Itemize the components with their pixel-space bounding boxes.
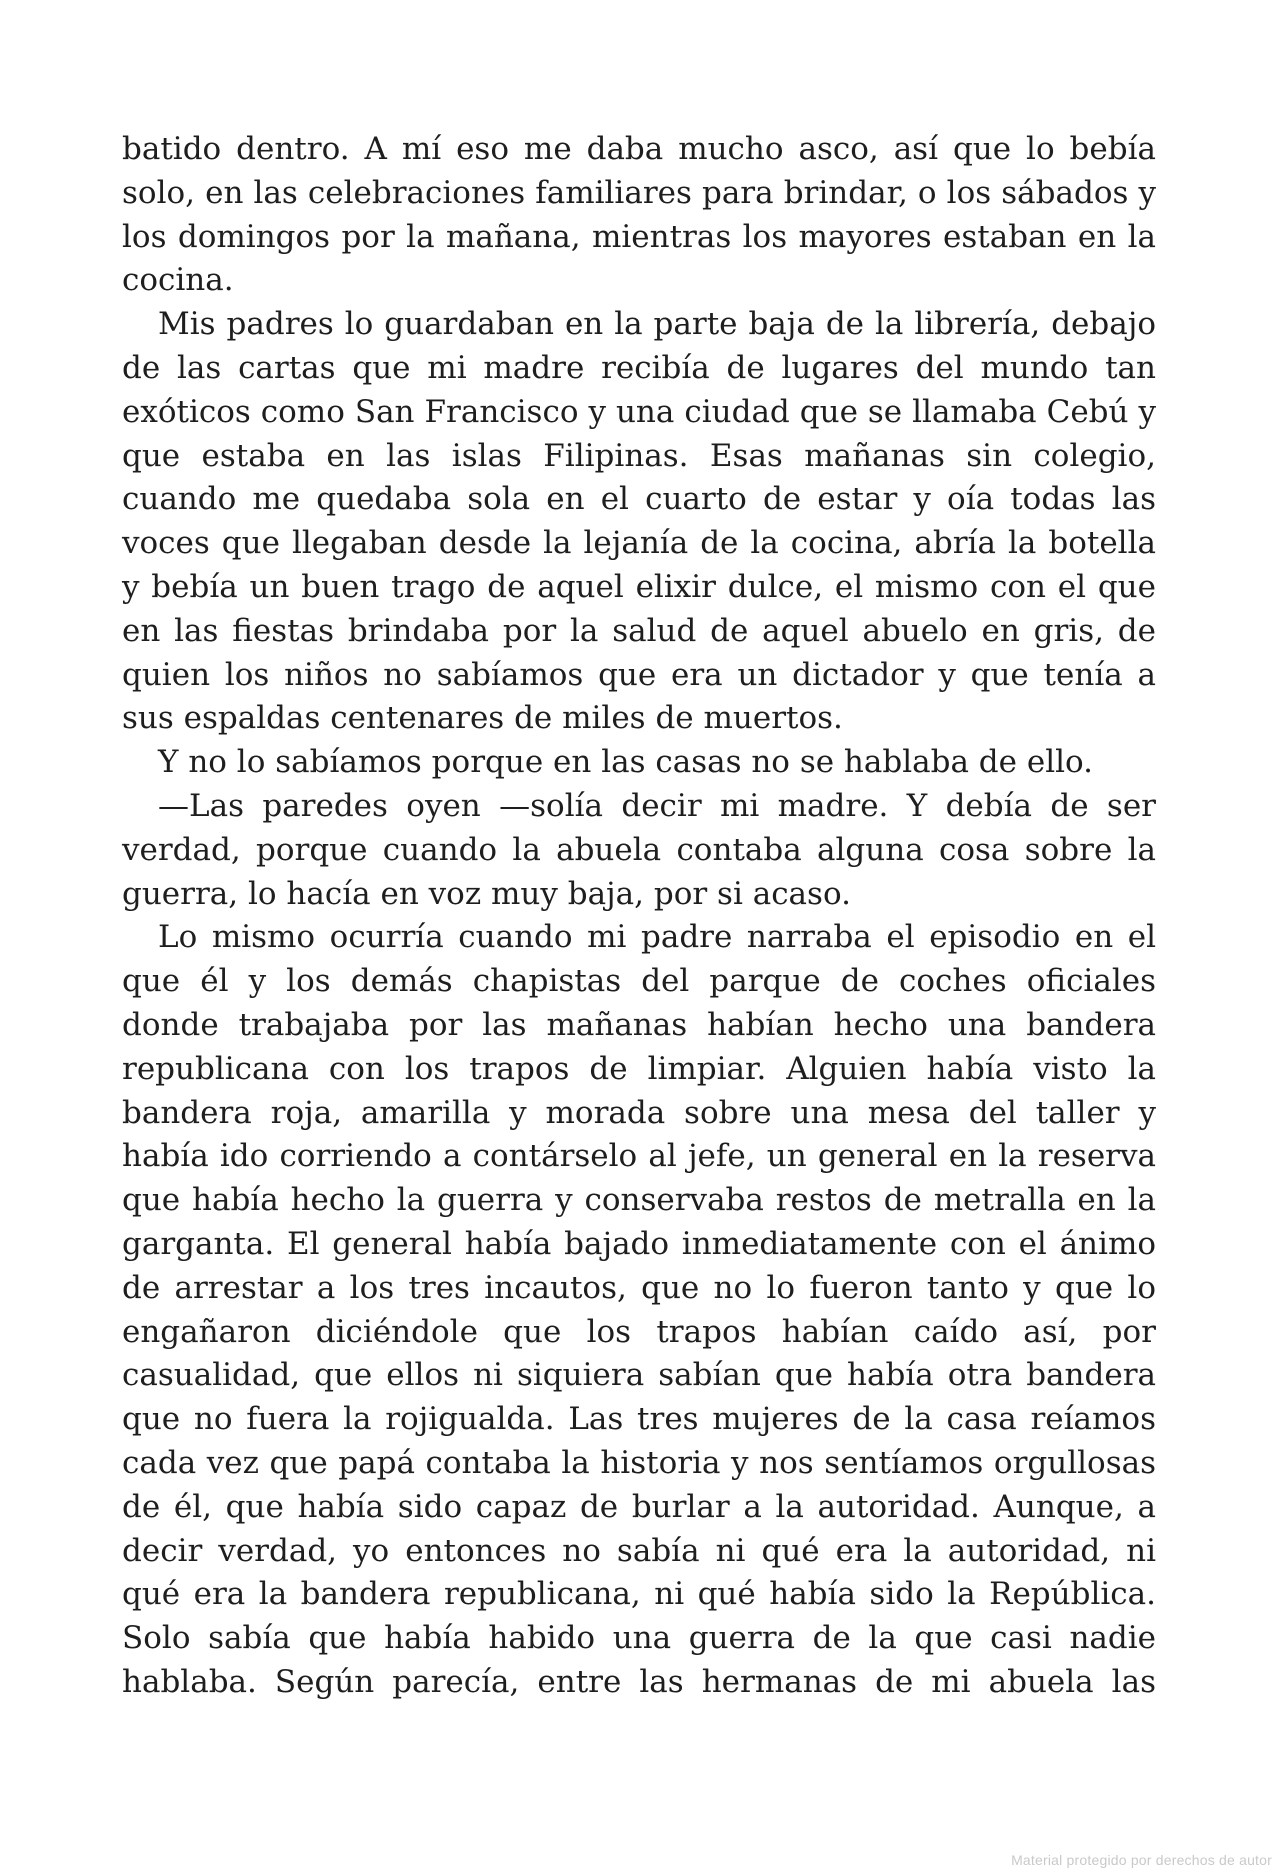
paragraph-continued: batido dentro. A mí eso me daba mucho asco, así que lo bebía solo, en las celebraciones familiares para brindar, o los sábados y los domingos por la mañana, mientras los mayores estaban en la cocina. — [122, 131, 1156, 299]
paragraph-walls-hear: —Las paredes oyen —solía decir mi madre. Y debía de ser verdad, porque cuando la abuela contaba alguna cosa sobre la guerra, lo hacía en voz muy baja, por si acaso. — [122, 787, 1156, 912]
paragraph-republican-flag: Lo mismo ocurría cuando mi padre narraba el episodio en el que él y los demás chapistas del parque de coches oficiales donde trabajaba por las mañanas habían hecho una bandera republicana con los trapos de limpiar. Alguien había visto la bandera roja, amarilla y morada sobre una mesa del taller y había ido corriendo a contárselo al jefe, un general en la reserva que había hecho la guerra y conservaba restos de metralla en la garganta. El general había bajado inmediatamente con el ánimo de arrestar a los tres incautos, que no lo fueron tanto y que lo engañaron diciéndole que los trapos habían caído así, por casualidad, que ellos ni siquiera sabían que había otra bandera que no fuera la rojigualda. Las tres mujeres de la casa reíamos cada vez que papá contaba la historia y nos sentíamos orgullosas de él, que había sido capaz de burlar a la autoridad. Aunque, a decir verdad, yo entonces no sabía ni qué era la autoridad, ni qué era la bandera republicana, ni qué había sido la República. Solo sabía que había habido una guerra de la que casi nadie hablaba. Según parecía, entre las hermanas de mi abuela las — [122, 919, 1156, 1700]
paragraph-silence: Y no lo sabíamos porque en las casas no se hablaba de ello. — [158, 744, 1093, 781]
paragraph-liqueur-bottle: Mis padres lo guardaban en la parte baja de la librería, debajo de las cartas que mi madre recibía de lugares del mundo tan exóticos como San Francisco y una ciudad que se llamaba Cebú y que estaba en las islas Filipinas. Esas mañanas sin colegio, cuando me quedaba sola en el cuarto de estar y oía todas las voces que llegaban desde la lejanía de la cocina, abría la botella y bebía un buen trago de aquel elixir dulce, el mismo con el que en las fiestas brindaba por la salud de aquel abuelo en gris, de quien los niños no sabíamos que era un dictador y que tenía a sus espaldas centenares de miles de muertos. — [122, 306, 1156, 737]
copyright-watermark: Material protegido por derechos de autor — [1011, 1852, 1272, 1868]
book-page-text — [122, 128, 1156, 1705]
